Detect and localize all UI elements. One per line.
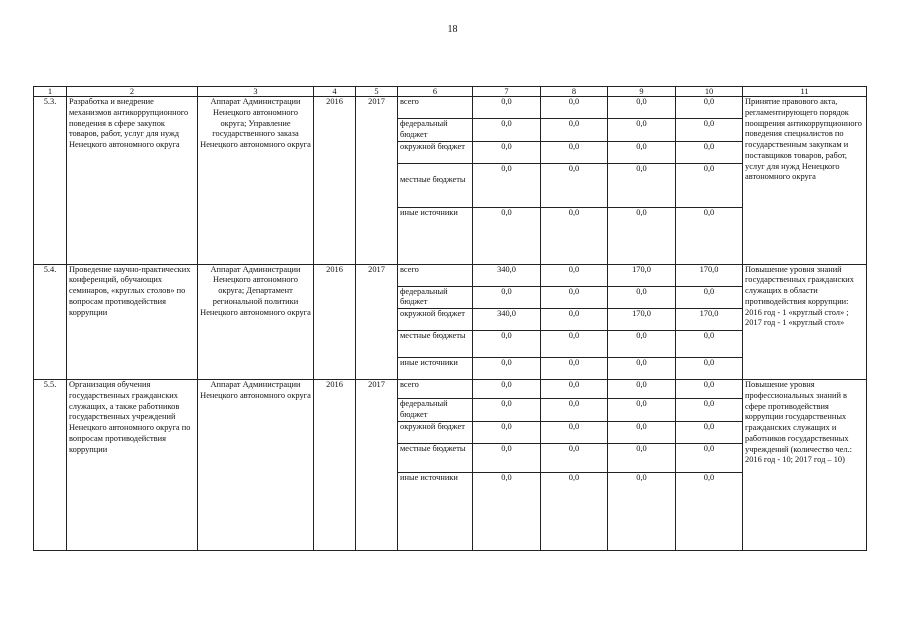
amount-2016: 170,0 (608, 264, 676, 286)
amount-2016: 0,0 (608, 380, 676, 399)
column-header: 10 (676, 87, 743, 97)
amount: 0,0 (541, 309, 608, 331)
amount-total: 0,0 (473, 472, 541, 550)
amount-2016: 0,0 (608, 331, 676, 358)
funding-source: окружной бюджет (398, 141, 473, 163)
amount-2017: 0,0 (676, 399, 743, 422)
amount-total: 340,0 (473, 264, 541, 286)
amount-total: 340,0 (473, 309, 541, 331)
funding-source: местные бюджеты (398, 443, 473, 472)
amount: 0,0 (541, 97, 608, 119)
event-description: Проведение научно-практических конференций, обучающих семинаров, «круглых столов» по вопросам противодействия коррупции (67, 264, 198, 380)
page-number: 18 (447, 24, 458, 35)
amount-total: 0,0 (473, 163, 541, 207)
funding-source: федеральный бюджет (398, 119, 473, 142)
amount: 0,0 (541, 264, 608, 286)
table-row (34, 380, 867, 399)
amount: 0,0 (541, 399, 608, 422)
column-header: 3 (198, 87, 314, 97)
year-end: 2017 (356, 380, 398, 551)
amount: 0,0 (541, 119, 608, 142)
column-header: 5 (356, 87, 398, 97)
amount-2017: 0,0 (676, 207, 743, 264)
amount-2016: 0,0 (608, 97, 676, 119)
column-header: 1 (34, 87, 67, 97)
funding-source: окружной бюджет (398, 309, 473, 331)
amount-2017: 0,0 (676, 119, 743, 142)
amount-2017: 0,0 (676, 331, 743, 358)
year-start: 2016 (314, 264, 356, 380)
amount-2016: 0,0 (608, 472, 676, 550)
column-header: 7 (473, 87, 541, 97)
amount-2016: 0,0 (608, 286, 676, 309)
amount-2017: 0,0 (676, 97, 743, 119)
year-end: 2017 (356, 264, 398, 380)
amount: 0,0 (541, 141, 608, 163)
executor: Аппарат Администрации Ненецкого автономного округа; Департамент региональной политики Ненецкого автономного округа (198, 264, 314, 380)
amount-total: 0,0 (473, 141, 541, 163)
column-header: 9 (608, 87, 676, 97)
amount-2017: 0,0 (676, 163, 743, 207)
funding-source: всего (398, 97, 473, 119)
column-header: 11 (743, 87, 867, 97)
amount-2016: 0,0 (608, 358, 676, 380)
funding-source: местные бюджеты (398, 331, 473, 358)
amount-total: 0,0 (473, 421, 541, 443)
amount: 0,0 (541, 163, 608, 207)
amount-total: 0,0 (473, 286, 541, 309)
event-description: Организация обучения государственных гражданских служащих, а также работников государственных учреждений Ненецкого автономного округа по вопросам противодействия коррупции (67, 380, 198, 551)
expected-result: Повышение уровня знаний государственных гражданских служащих в области противодействия коррупции: 2016 год - 1 «круглый стол» ; 2017 год - 1 «круглый стол» (743, 264, 867, 380)
amount-total: 0,0 (473, 399, 541, 422)
column-header: 4 (314, 87, 356, 97)
amount: 0,0 (541, 380, 608, 399)
funding-source: иные источники (398, 358, 473, 380)
item-number: 5.3. (34, 97, 67, 265)
amount-2016: 0,0 (608, 141, 676, 163)
amount: 0,0 (541, 358, 608, 380)
amount-total: 0,0 (473, 331, 541, 358)
amount-2016: 0,0 (608, 443, 676, 472)
funding-source: окружной бюджет (398, 421, 473, 443)
funding-source: всего (398, 264, 473, 286)
funding-source: федеральный бюджет (398, 286, 473, 309)
year-start: 2016 (314, 380, 356, 551)
year-start: 2016 (314, 97, 356, 265)
funding-source: федеральный бюджет (398, 399, 473, 422)
amount-2016: 0,0 (608, 207, 676, 264)
column-header: 8 (541, 87, 608, 97)
amount-total: 0,0 (473, 207, 541, 264)
amount-2017: 0,0 (676, 421, 743, 443)
funding-source: всего (398, 380, 473, 399)
item-number: 5.5. (34, 380, 67, 551)
amount-2016: 0,0 (608, 399, 676, 422)
event-description: Разработка и внедрение механизмов антикоррупционного поведения в сфере закупок товаров, работ, услуг для нужд Ненецкого автономного округа (67, 97, 198, 265)
amount-total: 0,0 (473, 358, 541, 380)
funding-source: местные бюджеты (398, 163, 473, 207)
amount-2017: 170,0 (676, 264, 743, 286)
year-end: 2017 (356, 97, 398, 265)
amount: 0,0 (541, 331, 608, 358)
column-header-row (34, 87, 867, 97)
amount-2016: 0,0 (608, 421, 676, 443)
amount-2016: 170,0 (608, 309, 676, 331)
program-table (33, 86, 867, 551)
amount: 0,0 (541, 207, 608, 264)
amount-2017: 0,0 (676, 358, 743, 380)
amount: 0,0 (541, 443, 608, 472)
amount-total: 0,0 (473, 380, 541, 399)
column-header: 2 (67, 87, 198, 97)
amount-2017: 170,0 (676, 309, 743, 331)
expected-result: Принятие правового акта, регламентирующего порядок поощрения антикоррупционного поведения специалистов по государственным закупкам и поставщиков товаров, работ, услуг для нужд Ненецкого автономного округа (743, 97, 867, 265)
funding-source: иные источники (398, 207, 473, 264)
amount-2017: 0,0 (676, 141, 743, 163)
amount-total: 0,0 (473, 97, 541, 119)
expected-result: Повышение уровня профессиональных знаний в сфере противодействия коррупции государственных гражданских служащих и работников государственных учреждений (количество чел.: 2016 год - 10; 2017 год – 10) (743, 380, 867, 551)
column-header: 6 (398, 87, 473, 97)
table-row (34, 97, 867, 119)
amount-2016: 0,0 (608, 119, 676, 142)
amount: 0,0 (541, 286, 608, 309)
executor: Аппарат Администрации Ненецкого автономного округа (198, 380, 314, 551)
executor: Аппарат Администрации Ненецкого автономного округа; Управление государственного заказа Ненецкого автономного округа (198, 97, 314, 265)
amount-total: 0,0 (473, 443, 541, 472)
table-row (34, 264, 867, 286)
amount-2017: 0,0 (676, 380, 743, 399)
amount-total: 0,0 (473, 119, 541, 142)
amount-2017: 0,0 (676, 472, 743, 550)
amount-2017: 0,0 (676, 443, 743, 472)
item-number: 5.4. (34, 264, 67, 380)
amount: 0,0 (541, 472, 608, 550)
amount: 0,0 (541, 421, 608, 443)
amount-2017: 0,0 (676, 286, 743, 309)
amount-2016: 0,0 (608, 163, 676, 207)
funding-source: иные источники (398, 472, 473, 550)
